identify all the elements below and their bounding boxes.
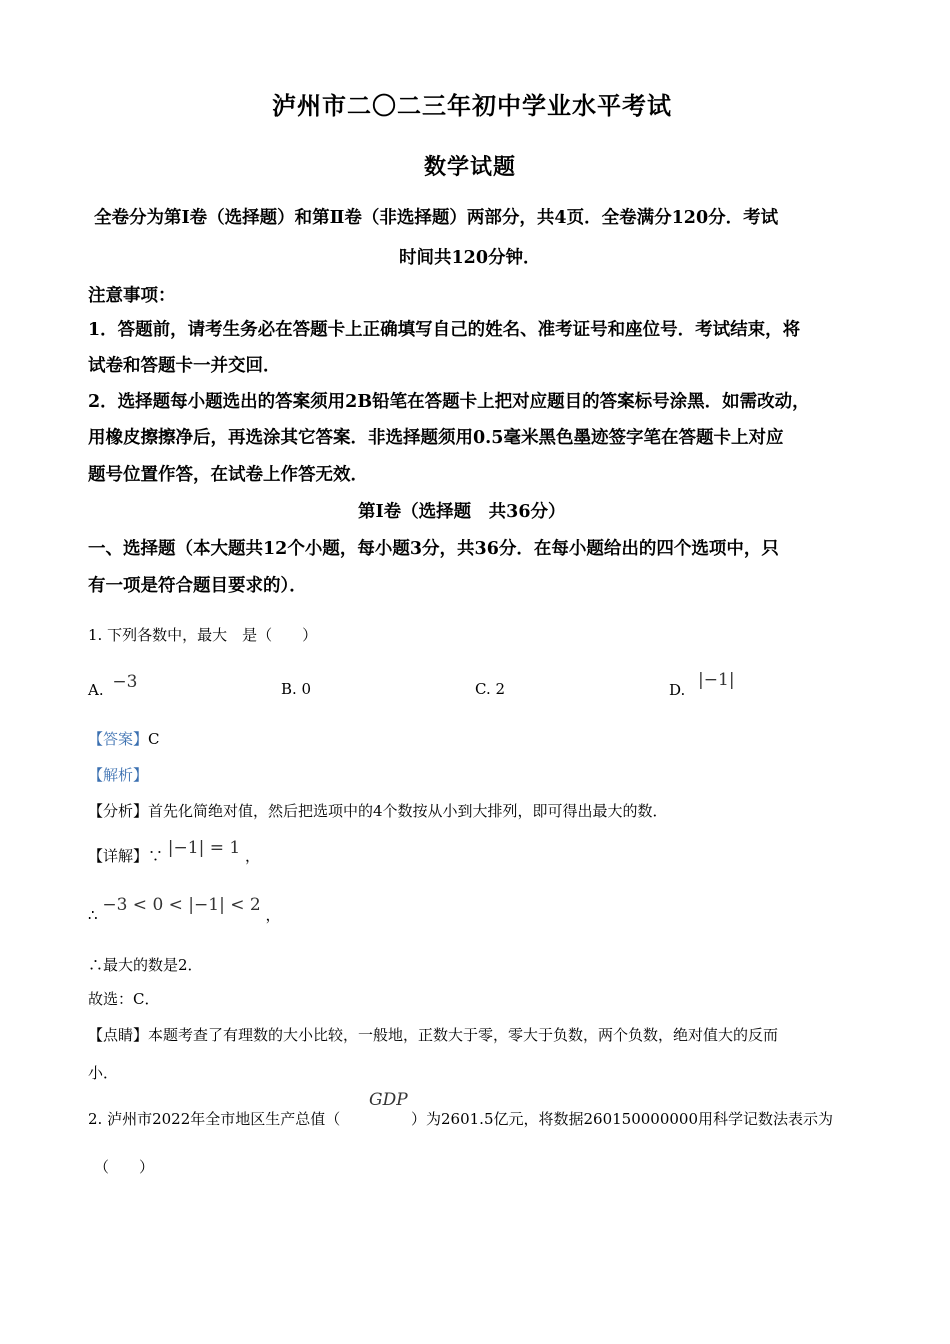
answer-tag: 【答案】 [88, 730, 149, 748]
answer-value: C [148, 730, 160, 748]
q1-inequality [88, 895, 281, 925]
q1-dianjing-line-1: 【点睛】本题考查了有理数的大小比较，一般地，正数大于零，零大于负数，两个负数，绝对值大的反而 [88, 1026, 779, 1044]
option-d-math: |−1| [698, 670, 735, 690]
option-d-label: D. [669, 681, 686, 699]
q1-fenxi: 【分析】首先化简绝对值，然后把选项中的4个数按从小到大排列，即可得出最大的数． [88, 802, 668, 820]
inequality-comma: ， [265, 906, 281, 924]
page-subtitle: 数学试题 [424, 154, 517, 180]
option-a-math: −3 [112, 672, 138, 692]
notes-item-1-line-1: 1．答题前，请考生务必在答题卡上正确填写自己的姓名、准考证号和座位号．考试结束，将 [88, 320, 801, 340]
q1-option-b: B. 0 [281, 680, 312, 698]
q1-option-a [88, 672, 138, 700]
notes-item-1-line-2: 试卷和答题卡一并交回． [88, 356, 281, 376]
q2-gdp-math: GDP [369, 1090, 408, 1110]
q1-max-line: ∴最大的数是2． [88, 956, 203, 974]
q1-analysis-tag: 【解析】 [88, 766, 149, 784]
page-title: 泸州市二〇二三年初中学业水平考试 [272, 91, 672, 120]
xiangjie-comma: ， [244, 847, 260, 865]
q2-answer-paren: （ ） [94, 1158, 155, 1176]
notes-item-2-line-1: 2．选择题每小题选出的答案须用2B铅笔在答题卡上把对应题目的答案标号涂黑．如需改动， [88, 392, 810, 412]
therefore-symbol: ∴ [88, 906, 98, 924]
xiangjie-label: 【详解】∵ [88, 847, 164, 865]
section-heading-line-2: 有一项是符合题目要求的）． [88, 576, 307, 596]
notes-heading: 注意事项： [88, 286, 176, 306]
q1-xiangjie [88, 838, 260, 866]
intro-line-2: 时间共120分钟． [399, 248, 541, 268]
q1-stem: 1. 下列各数中，最大 是（ ） [88, 626, 318, 644]
part1-heading: 第Ⅰ卷（选择题 共36分） [358, 502, 566, 522]
intro-line-1: 全卷分为第Ⅰ卷（选择题）和第Ⅱ卷（非选择题）两部分，共4页．全卷满分120分．考试 [94, 208, 779, 228]
inequality-math: −3 < 0 < |−1| < 2 [102, 895, 261, 915]
q1-option-d [669, 670, 735, 700]
q1-choice-line: 故选：C． [88, 990, 160, 1008]
xiangjie-math: |−1| = 1 [167, 838, 241, 858]
q1-dianjing-line-2: 小． [88, 1064, 119, 1082]
notes-item-2-line-2: 用橡皮擦擦净后，再选涂其它答案．非选择题须用0.5毫米黑色墨迹签字笔在答题卡上对应 [88, 428, 784, 448]
q1-answer [88, 728, 160, 749]
option-a-label: A. [88, 681, 104, 699]
notes-item-2-line-3: 题号位置作答，在试卷上作答无效． [88, 465, 368, 485]
q2-stem-after: ）为2601.5亿元，将数据260150000000用科学记数法表示为 [411, 1110, 834, 1128]
section-heading-line-1: 一、选择题（本大题共12个小题，每小题3分，共36分．在每小题给出的四个选项中，只 [88, 539, 779, 559]
q2-stem-before: 2. 泸州市2022年全市地区生产总值（ [88, 1110, 341, 1128]
q1-option-c: C. 2 [475, 680, 506, 698]
